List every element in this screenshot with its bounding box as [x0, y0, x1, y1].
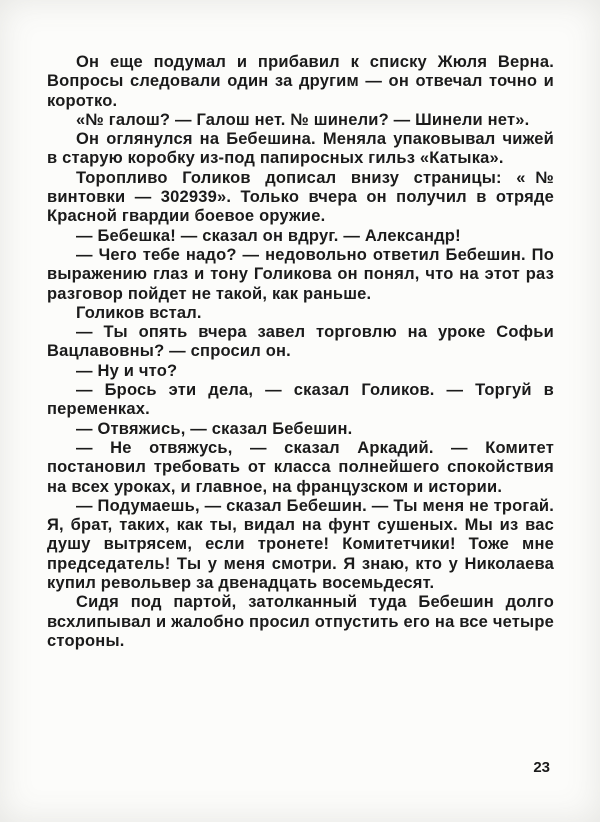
paragraph: Он оглянулся на Бебешина. Меняла упаковывал чижей в старую коробку из-под папиросных гильз «Катыка». [47, 130, 554, 168]
page-number: 23 [533, 759, 550, 776]
paragraph: — Отвяжись, — сказал Бебешин. [76, 419, 353, 438]
paragraph: — Ты опять вчера завел торговлю на уроке Софьи Вацлавовны? — спросил он. [47, 323, 554, 361]
paragraph: Торопливо Голиков дописал внизу страницы: «№ винтовки — 302939». Только вчера он получил в отряде Красной гвардии боевое оружие. [47, 168, 554, 226]
paragraph: Сидя под партой, затолканный туда Бебешин долго всхлипывал и жалобно просил отпустить его на все четыре стороны. [47, 593, 554, 650]
paragraph: — Брось эти дела, — сказал Голиков. — Торгуй в переменках. [47, 381, 554, 419]
paragraph: Он еще подумал и прибавил к списку Жюля Верна. Вопросы следовали один за другим — он отвечал точно и коротко. [47, 53, 554, 110]
page-text [47, 53, 554, 651]
paragraph: — Не отвяжусь, — сказал Аркадий. — Комитет постановил требовать от класса полнейшего спокойствия на всех уроках, и главное, на французском и истории. [47, 438, 554, 496]
paragraph: — Ну и что? [76, 361, 178, 380]
paragraph: — Подумаешь, — сказал Бебешин. — Ты меня не трогай. Я, брат, таких, как ты, видал на фунт сушеных. Мы из вас душу вытрясем, если тронете! Комитетчики! Тоже мне председатель! Ты у меня смотри. Я знаю, кто у Николаева купил револьвер за двенадцать восемьдесят. [47, 496, 554, 593]
paragraph: — Чего тебе надо? — недовольно ответил Бебешин. По выражению глаз и тону Голикова он понял, что на этот раз разговор пойдет не такой, как раньше. [47, 245, 554, 303]
paragraph: — Бебешка! — сказал он вдруг. — Александр! [76, 226, 461, 245]
paragraph: Голиков встал. [76, 303, 202, 322]
paragraph: «№ галош? — Галош нет. № шинели? — Шинели нет». [76, 110, 530, 129]
